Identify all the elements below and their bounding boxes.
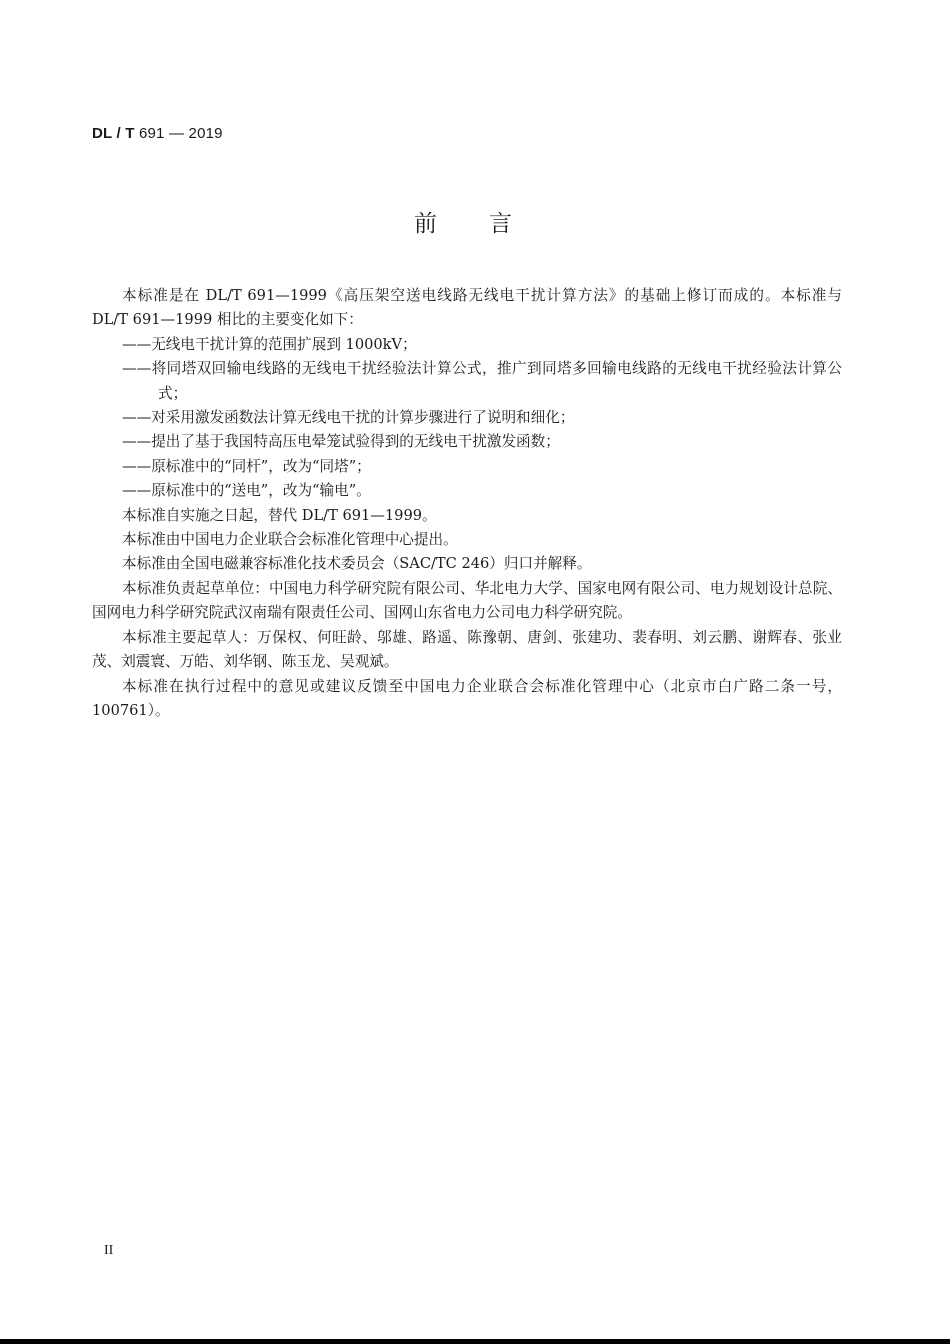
drafting-units-paragraph: 本标准负责起草单位：中国电力科学研究院有限公司、华北电力大学、国家电网有限公司、电力规划设计总院、国网电力科学研究院武汉南瑞有限责任公司、国网山东省电力公司电力科学研究院。 [92, 579, 842, 622]
intro-paragraph: 本标准是在 DL/T 691—1999《高压架空送电线路无线电干扰计算方法》的基础上修订而成的。本标准与 DL/T 691—1999 相比的主要变化如下： [92, 287, 842, 329]
change-item-6: ——原标准中的“送电”，改为“输电”。 [122, 482, 371, 500]
drafters-paragraph: 本标准主要起草人：万保权、何旺龄、邬雄、路遥、陈豫朝、唐剑、张建功、裴春明、刘云鹏、谢辉春、张业茂、刘震寰、万皓、刘华钢、陈玉龙、吴观斌。 [92, 628, 842, 671]
standard-code-header [92, 125, 223, 142]
change-item-5: ——原标准中的“同杆”，改为“同塔”； [122, 457, 371, 475]
managed-by-paragraph: 本标准由全国电磁兼容标准化技术委员会（SAC/TC 246）归口并解释。 [122, 555, 592, 573]
standard-code: DL / T [92, 125, 135, 142]
change-item-4: ——提出了基于我国特高压电晕笼试验得到的无线电干扰激发函数； [122, 433, 560, 451]
proposed-by-paragraph: 本标准由中国电力企业联合会标准化管理中心提出。 [122, 531, 458, 549]
change-item-2: ——将同塔双回输电线路的无线电干扰经验法计算公式，推广到同塔多回输电线路的无线电干扰经验法计算公式； [122, 360, 842, 402]
replaces-paragraph: 本标准自实施之日起，替代 DL/T 691—1999。 [122, 506, 437, 524]
bottom-divider [0, 1339, 950, 1344]
page-number: II [104, 1243, 114, 1258]
standard-number: 691 — 2019 [138, 125, 223, 142]
change-item-3: ——对采用激发函数法计算无线电干扰的计算步骤进行了说明和细化； [122, 409, 575, 427]
feedback-paragraph: 本标准在执行过程中的意见或建议反馈至中国电力企业联合会标准化管理中心（北京市白广路二条一号，100761）。 [92, 677, 842, 719]
foreword-body [92, 284, 842, 723]
change-item-1: ——无线电干扰计算的范围扩展到 1000kV； [122, 335, 417, 353]
page-title: 前言 [414, 211, 564, 237]
